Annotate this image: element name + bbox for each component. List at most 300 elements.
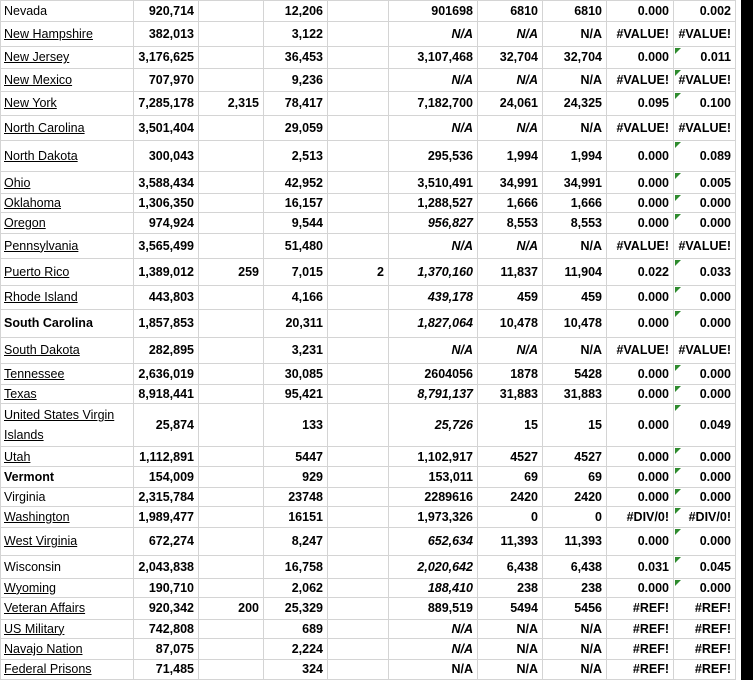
value-cell[interactable] [543,578,607,597]
value-cell[interactable] [674,140,736,172]
value-cell[interactable] [134,1,199,22]
state-name-cell[interactable] [1,285,134,310]
value-cell[interactable] [607,507,674,527]
state-name-cell[interactable] [1,193,134,212]
value-cell[interactable] [543,22,607,47]
state-name-cell[interactable] [1,598,134,619]
value-cell[interactable] [328,116,389,141]
value-cell[interactable] [328,578,389,597]
error-indicator-icon[interactable] [675,448,681,454]
value-cell[interactable] [134,527,199,556]
value-cell[interactable] [134,233,199,259]
value-cell[interactable] [328,364,389,384]
value-cell[interactable] [607,1,674,22]
value-cell[interactable] [264,384,328,403]
value-cell[interactable] [264,619,328,638]
value-cell[interactable] [199,140,264,172]
value-cell[interactable] [543,447,607,467]
error-indicator-icon[interactable] [675,386,681,392]
value-cell[interactable] [478,140,543,172]
value-cell[interactable] [389,447,478,467]
value-cell[interactable] [478,384,543,403]
value-cell[interactable] [328,259,389,286]
value-cell[interactable] [389,507,478,527]
value-cell[interactable] [543,507,607,527]
value-cell[interactable] [543,91,607,116]
value-cell[interactable] [674,487,736,506]
value-cell[interactable] [674,598,736,619]
value-cell[interactable] [134,364,199,384]
state-name-cell[interactable] [1,638,134,659]
value-cell[interactable] [134,285,199,310]
value-cell[interactable] [199,91,264,116]
value-cell[interactable] [264,404,328,447]
value-cell[interactable] [199,447,264,467]
value-cell[interactable] [543,69,607,91]
value-cell[interactable] [607,467,674,487]
value-cell[interactable] [328,285,389,310]
value-cell[interactable] [674,447,736,467]
value-cell[interactable] [674,638,736,659]
value-cell[interactable] [389,285,478,310]
value-cell[interactable] [607,556,674,578]
error-indicator-icon[interactable] [675,260,681,266]
value-cell[interactable] [328,556,389,578]
value-cell[interactable] [328,527,389,556]
value-cell[interactable] [543,233,607,259]
value-cell[interactable] [389,556,478,578]
value-cell[interactable] [674,259,736,286]
value-cell[interactable] [543,337,607,364]
value-cell[interactable] [134,172,199,193]
error-indicator-icon[interactable] [675,214,681,220]
value-cell[interactable] [478,527,543,556]
value-cell[interactable] [134,337,199,364]
value-cell[interactable] [478,91,543,116]
value-cell[interactable] [199,364,264,384]
value-cell[interactable] [543,638,607,659]
value-cell[interactable] [478,193,543,212]
value-cell[interactable] [674,69,736,91]
value-cell[interactable] [543,259,607,286]
value-cell[interactable] [607,310,674,338]
value-cell[interactable] [674,384,736,403]
state-name-cell[interactable] [1,46,134,68]
state-name-cell[interactable] [1,233,134,259]
value-cell[interactable] [134,467,199,487]
value-cell[interactable] [328,487,389,506]
value-cell[interactable] [328,447,389,467]
value-cell[interactable] [389,213,478,233]
value-cell[interactable] [543,285,607,310]
error-indicator-icon[interactable] [675,468,681,474]
value-cell[interactable] [134,447,199,467]
value-cell[interactable] [478,22,543,47]
value-cell[interactable] [199,487,264,506]
value-cell[interactable] [328,384,389,403]
value-cell[interactable] [328,213,389,233]
value-cell[interactable] [543,364,607,384]
value-cell[interactable] [543,310,607,338]
value-cell[interactable] [389,91,478,116]
value-cell[interactable] [389,578,478,597]
value-cell[interactable] [328,193,389,212]
value-cell[interactable] [134,69,199,91]
state-name-cell[interactable] [1,447,134,467]
error-indicator-icon[interactable] [675,287,681,293]
value-cell[interactable] [264,213,328,233]
value-cell[interactable] [328,22,389,47]
value-cell[interactable] [543,660,607,680]
value-cell[interactable] [134,487,199,506]
value-cell[interactable] [389,487,478,506]
value-cell[interactable] [134,91,199,116]
state-name-cell[interactable] [1,116,134,141]
value-cell[interactable] [674,285,736,310]
value-cell[interactable] [199,193,264,212]
value-cell[interactable] [199,259,264,286]
value-cell[interactable] [199,337,264,364]
value-cell[interactable] [199,619,264,638]
value-cell[interactable] [674,619,736,638]
value-cell[interactable] [478,638,543,659]
value-cell[interactable] [607,578,674,597]
value-cell[interactable] [134,213,199,233]
value-cell[interactable] [264,285,328,310]
value-cell[interactable] [134,259,199,286]
state-name-cell[interactable] [1,310,134,338]
value-cell[interactable] [543,1,607,22]
value-cell[interactable] [389,619,478,638]
value-cell[interactable] [389,116,478,141]
value-cell[interactable] [264,140,328,172]
value-cell[interactable] [264,467,328,487]
value-cell[interactable] [264,1,328,22]
value-cell[interactable] [674,172,736,193]
value-cell[interactable] [134,384,199,403]
value-cell[interactable] [478,233,543,259]
value-cell[interactable] [328,507,389,527]
value-cell[interactable] [264,69,328,91]
value-cell[interactable] [389,384,478,403]
error-indicator-icon[interactable] [675,70,681,76]
value-cell[interactable] [328,1,389,22]
value-cell[interactable] [543,619,607,638]
value-cell[interactable] [328,310,389,338]
value-cell[interactable] [478,507,543,527]
value-cell[interactable] [134,116,199,141]
value-cell[interactable] [199,285,264,310]
value-cell[interactable] [389,193,478,212]
state-name-cell[interactable] [1,660,134,680]
value-cell[interactable] [328,598,389,619]
error-indicator-icon[interactable] [675,173,681,179]
value-cell[interactable] [607,69,674,91]
state-name-cell[interactable] [1,578,134,597]
state-name-cell[interactable] [1,619,134,638]
value-cell[interactable] [134,310,199,338]
value-cell[interactable] [264,638,328,659]
value-cell[interactable] [264,22,328,47]
state-name-cell[interactable] [1,337,134,364]
value-cell[interactable] [134,193,199,212]
value-cell[interactable] [328,140,389,172]
value-cell[interactable] [389,660,478,680]
error-indicator-icon[interactable] [675,529,681,535]
value-cell[interactable] [134,46,199,68]
state-name-cell[interactable] [1,140,134,172]
state-name-cell[interactable] [1,487,134,506]
value-cell[interactable] [607,598,674,619]
value-cell[interactable] [478,467,543,487]
value-cell[interactable] [199,507,264,527]
value-cell[interactable] [389,233,478,259]
value-cell[interactable] [607,233,674,259]
value-cell[interactable] [199,69,264,91]
value-cell[interactable] [389,22,478,47]
value-cell[interactable] [543,46,607,68]
value-cell[interactable] [328,69,389,91]
value-cell[interactable] [199,46,264,68]
value-cell[interactable] [607,364,674,384]
value-cell[interactable] [199,213,264,233]
value-cell[interactable] [543,140,607,172]
value-cell[interactable] [607,22,674,47]
error-indicator-icon[interactable] [675,405,681,411]
value-cell[interactable] [389,527,478,556]
value-cell[interactable] [134,660,199,680]
value-cell[interactable] [674,364,736,384]
value-cell[interactable] [607,193,674,212]
value-cell[interactable] [543,193,607,212]
value-cell[interactable] [199,384,264,403]
value-cell[interactable] [328,46,389,68]
value-cell[interactable] [134,140,199,172]
value-cell[interactable] [199,638,264,659]
value-cell[interactable] [674,660,736,680]
value-cell[interactable] [674,556,736,578]
value-cell[interactable] [264,193,328,212]
error-indicator-icon[interactable] [675,508,681,514]
value-cell[interactable] [674,404,736,447]
value-cell[interactable] [389,172,478,193]
value-cell[interactable] [607,487,674,506]
value-cell[interactable] [543,116,607,141]
value-cell[interactable] [543,598,607,619]
error-indicator-icon[interactable] [675,311,681,317]
value-cell[interactable] [328,660,389,680]
value-cell[interactable] [543,172,607,193]
value-cell[interactable] [543,213,607,233]
value-cell[interactable] [389,140,478,172]
value-cell[interactable] [389,598,478,619]
error-indicator-icon[interactable] [675,93,681,99]
value-cell[interactable] [607,213,674,233]
state-name-cell[interactable] [1,507,134,527]
value-cell[interactable] [478,556,543,578]
value-cell[interactable] [478,46,543,68]
state-name-cell[interactable] [1,556,134,578]
value-cell[interactable] [478,259,543,286]
value-cell[interactable] [607,140,674,172]
value-cell[interactable] [199,22,264,47]
value-cell[interactable] [607,660,674,680]
value-cell[interactable] [674,91,736,116]
value-cell[interactable] [264,598,328,619]
value-cell[interactable] [328,467,389,487]
value-cell[interactable] [478,660,543,680]
value-cell[interactable] [264,46,328,68]
value-cell[interactable] [478,404,543,447]
value-cell[interactable] [389,46,478,68]
value-cell[interactable] [674,310,736,338]
value-cell[interactable] [134,578,199,597]
value-cell[interactable] [328,619,389,638]
value-cell[interactable] [674,116,736,141]
value-cell[interactable] [674,578,736,597]
value-cell[interactable] [543,404,607,447]
value-cell[interactable] [199,116,264,141]
value-cell[interactable] [478,578,543,597]
value-cell[interactable] [389,404,478,447]
value-cell[interactable] [607,46,674,68]
value-cell[interactable] [389,364,478,384]
state-name-cell[interactable] [1,91,134,116]
value-cell[interactable] [389,259,478,286]
value-cell[interactable] [199,578,264,597]
value-cell[interactable] [607,619,674,638]
value-cell[interactable] [264,447,328,467]
value-cell[interactable] [328,337,389,364]
value-cell[interactable] [543,487,607,506]
value-cell[interactable] [264,116,328,141]
value-cell[interactable] [328,404,389,447]
error-indicator-icon[interactable] [675,557,681,563]
value-cell[interactable] [264,527,328,556]
state-name-cell[interactable] [1,404,134,447]
value-cell[interactable] [478,172,543,193]
value-cell[interactable] [389,638,478,659]
value-cell[interactable] [134,22,199,47]
value-cell[interactable] [674,507,736,527]
state-name-cell[interactable] [1,384,134,403]
value-cell[interactable] [607,638,674,659]
value-cell[interactable] [264,487,328,506]
value-cell[interactable] [478,116,543,141]
value-cell[interactable] [264,337,328,364]
value-cell[interactable] [264,660,328,680]
value-cell[interactable] [478,69,543,91]
value-cell[interactable] [134,404,199,447]
value-cell[interactable] [607,91,674,116]
value-cell[interactable] [264,91,328,116]
state-name-cell[interactable] [1,22,134,47]
error-indicator-icon[interactable] [675,489,681,495]
value-cell[interactable] [478,310,543,338]
value-cell[interactable] [674,527,736,556]
value-cell[interactable] [134,556,199,578]
value-cell[interactable] [674,337,736,364]
value-cell[interactable] [264,578,328,597]
value-cell[interactable] [389,69,478,91]
value-cell[interactable] [674,467,736,487]
error-indicator-icon[interactable] [675,142,681,148]
value-cell[interactable] [478,447,543,467]
state-name-cell[interactable] [1,364,134,384]
value-cell[interactable] [674,193,736,212]
state-name-cell[interactable] [1,1,134,22]
value-cell[interactable] [328,172,389,193]
value-cell[interactable] [134,507,199,527]
state-name-cell[interactable] [1,172,134,193]
value-cell[interactable] [607,337,674,364]
value-cell[interactable] [199,527,264,556]
value-cell[interactable] [199,660,264,680]
value-cell[interactable] [264,259,328,286]
state-name-cell[interactable] [1,213,134,233]
state-name-cell[interactable] [1,69,134,91]
value-cell[interactable] [134,598,199,619]
value-cell[interactable] [389,467,478,487]
error-indicator-icon[interactable] [675,365,681,371]
value-cell[interactable] [478,619,543,638]
value-cell[interactable] [607,404,674,447]
value-cell[interactable] [264,310,328,338]
value-cell[interactable] [389,310,478,338]
state-name-cell[interactable] [1,527,134,556]
value-cell[interactable] [478,213,543,233]
value-cell[interactable] [328,91,389,116]
value-cell[interactable] [674,46,736,68]
value-cell[interactable] [264,233,328,259]
value-cell[interactable] [264,507,328,527]
value-cell[interactable] [199,404,264,447]
value-cell[interactable] [199,467,264,487]
value-cell[interactable] [328,638,389,659]
error-indicator-icon[interactable] [675,580,681,586]
value-cell[interactable] [543,527,607,556]
value-cell[interactable] [478,487,543,506]
value-cell[interactable] [543,384,607,403]
value-cell[interactable] [674,213,736,233]
error-indicator-icon[interactable] [675,48,681,54]
value-cell[interactable] [607,527,674,556]
value-cell[interactable] [607,172,674,193]
value-cell[interactable] [199,172,264,193]
value-cell[interactable] [478,598,543,619]
state-name-cell[interactable] [1,467,134,487]
value-cell[interactable] [264,556,328,578]
value-cell[interactable] [389,1,478,22]
value-cell[interactable] [674,1,736,22]
value-cell[interactable] [674,233,736,259]
value-cell[interactable] [607,447,674,467]
value-cell[interactable] [264,364,328,384]
value-cell[interactable] [543,467,607,487]
value-cell[interactable] [478,285,543,310]
value-cell[interactable] [199,598,264,619]
value-cell[interactable] [389,337,478,364]
value-cell[interactable] [607,384,674,403]
value-cell[interactable] [478,1,543,22]
value-cell[interactable] [478,337,543,364]
value-cell[interactable] [199,233,264,259]
value-cell[interactable] [607,285,674,310]
value-cell[interactable] [199,310,264,338]
value-cell[interactable] [543,556,607,578]
error-indicator-icon[interactable] [675,195,681,201]
value-cell[interactable] [478,364,543,384]
